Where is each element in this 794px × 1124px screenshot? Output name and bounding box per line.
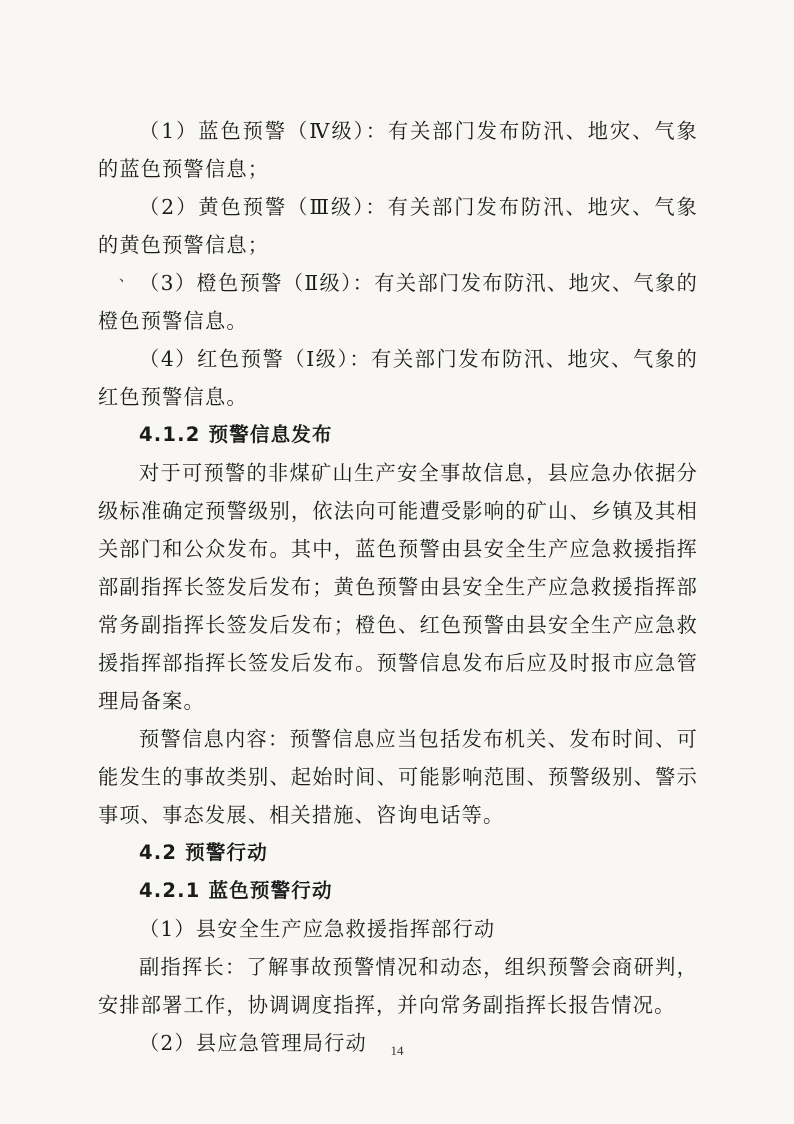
heading-4-2: 4.2 预警行动 <box>139 841 268 864</box>
paragraph-yellow-warning: （2）黄色预警（Ⅲ级）：有关部门发布防汛、地灾、气象的黄色预警信息； <box>98 195 698 257</box>
paragraph-deputy-commander: 副指挥长：了解事故预警情况和动态，组织预警会商研判，安排部署工作，协调调度指挥，并向常务副指挥长报告情况。 <box>98 955 698 1017</box>
paragraph-blue-warning: （1）蓝色预警（Ⅳ级）：有关部门发布防汛、地灾、气象的蓝色预警信息； <box>98 119 698 181</box>
paragraph-command-action: （1）县安全生产应急救援指挥部行动 <box>139 917 496 941</box>
paragraph-red-warning: （4）红色预警（Ⅰ级）：有关部门发布防汛、地灾、气象的红色预警信息。 <box>98 347 698 409</box>
document-body <box>98 112 698 1062</box>
heading-4-1-2: 4.1.2 预警信息发布 <box>139 423 333 446</box>
heading-4-2-1: 4.2.1 蓝色预警行动 <box>139 879 333 902</box>
paragraph-warning-release: 对于可预警的非煤矿山生产安全事故信息，县应急办依据分级标准确定预警级别，依法向可能遭受影响的矿山、乡镇及其相关部门和公众发布。其中，蓝色预警由县安全生产应急救援指挥部副指挥长签发后发布；黄色预警由县安全生产应急救援指挥部常务副指挥长签发后发布；橙色、红色预警由县安全生产应急救援指挥部指挥长签发后发布。预警信息发布后应及时报市应急管理局备案。 <box>98 461 698 713</box>
margin-mark: 、 <box>119 269 133 285</box>
paragraph-emergency-bureau: （2）县应急管理局行动 <box>139 1031 367 1055</box>
page-number: 14 <box>390 1043 404 1058</box>
paragraph-warning-content: 预警信息内容：预警信息应当包括发布机关、发布时间、可能发生的事故类别、起始时间、可能影响范围、预警级别、警示事项、事态发展、相关措施、咨询电话等。 <box>98 727 698 827</box>
paragraph-orange-warning: （3）橙色预警（Ⅱ级）：有关部门发布防汛、地灾、气象的橙色预警信息。 <box>98 271 698 333</box>
